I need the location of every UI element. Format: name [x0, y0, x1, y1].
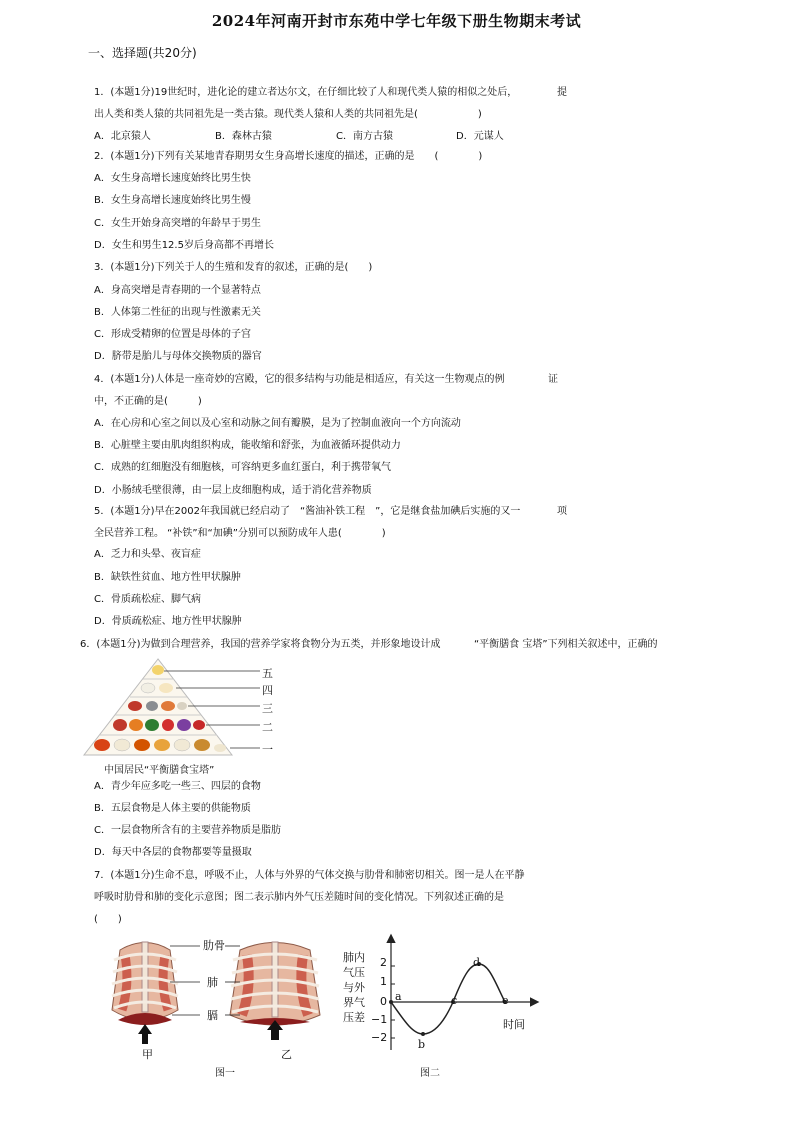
tick-neg1: −1: [371, 1013, 388, 1026]
point-e: e: [502, 994, 509, 1007]
q6-option-d[interactable]: D．每天中各层的食物都要等量摄取: [94, 847, 252, 858]
q4-option-a[interactable]: A．在心房和心室之间以及心室和动脉之间有瓣膜，是为了控制血液向一个方向流动: [94, 418, 461, 429]
q5-option-a[interactable]: A．乏力和头晕、夜盲症: [94, 549, 201, 560]
q4-option-d[interactable]: D．小肠绒毛壁很薄，由一层上皮细胞构成，适于消化营养物质: [94, 485, 372, 496]
q6-option-b[interactable]: B．五层食物是人体主要的供能物质: [94, 803, 251, 814]
label-jia: 甲: [142, 1048, 153, 1061]
q1-stem-line1: 1．(本题1分)19世纪时，进化论的建立者达尔文，在仔细比较了人和现代类人猿的相似之处后，: [94, 87, 518, 98]
q3-option-d[interactable]: D．脐带是胎儿与母体交换物质的器官: [94, 351, 262, 362]
q1-stem-line2: 出人类和类人猿的共同祖先是一类古猿。现代类人猿和人类的共同祖先是( ): [94, 109, 482, 120]
q3-option-b[interactable]: B．人体第二性征的出现与性激素无关: [94, 307, 261, 318]
q6-option-a[interactable]: A．青少年应多吃一些三、四层的食物: [94, 781, 261, 792]
q4-stem-line2: 中，不正确的是( ): [94, 396, 202, 407]
q2-option-a[interactable]: A．女生身高增长速度始终比男生快: [94, 173, 251, 184]
tick-1: 1: [380, 975, 387, 988]
q4-option-c[interactable]: C．成熟的红细胞没有细胞核，可容纳更多血红蛋白，利于携带氧气: [94, 462, 391, 473]
q5-option-d[interactable]: D．骨质疏松症、地方性甲状腺肿: [94, 616, 242, 627]
q2-option-c[interactable]: C．女生开始身高突增的年龄早于男生: [94, 218, 261, 229]
point-c: c: [451, 994, 458, 1007]
q5-option-b[interactable]: B．缺铁性贫血、地方性甲状腺肿: [94, 572, 241, 583]
q3-stem: 3．(本题1分)下列关于人的生殖和发育的叙述，正确的是( ): [94, 262, 373, 273]
label-diaphragm: 膈: [207, 1009, 218, 1022]
q2-option-d[interactable]: D．女生和男生12.5岁后身高都不再增长: [94, 240, 274, 251]
label-rib: 肋骨: [203, 939, 225, 952]
q4-stem-line1: 4．(本题1分)人体是一座奇妙的宫殿，它的很多结构与功能是相适应，有关这一生物观点的例: [94, 374, 505, 385]
ribcage-exhale: [112, 942, 178, 1044]
q2-stem: 2．(本题1分)下列有关某地青春期男女生身高增长速度的描述，正确的是 ( ): [94, 151, 483, 162]
section-heading: 一、选择题(共20分): [88, 46, 197, 60]
pyramid-level-5: 五: [262, 667, 273, 680]
tick-0: 0: [380, 995, 387, 1008]
q3-option-a[interactable]: A．身高突增是青春期的一个显著特点: [94, 285, 261, 296]
q4-option-b[interactable]: B．心脏壁主要由肌肉组织构成，能收缩和舒张，为血液循环提供动力: [94, 440, 401, 451]
q1-option-c[interactable]: C．南方古猿: [336, 131, 393, 142]
pyramid-caption: 中国居民“平衡膳食宝塔”: [104, 765, 215, 776]
label-lung: 肺: [207, 976, 218, 989]
q1-option-d[interactable]: D．元谋人: [456, 131, 504, 142]
fig1-caption: 图一: [215, 1068, 235, 1079]
ribcage-inhale: [230, 942, 320, 1040]
page-title: 2024年河南开封市东苑中学七年级下册生物期末考试: [211, 12, 582, 30]
pyramid-level-4: 四: [262, 684, 273, 697]
pyramid-level-2: 二: [262, 721, 273, 734]
pyramid-level-1: 一: [262, 743, 273, 756]
q1-option-b[interactable]: B．森林古猿: [215, 131, 272, 142]
fig2-caption: 图二: [420, 1068, 440, 1079]
point-d: d: [473, 956, 481, 969]
fig2-xlabel: 时间: [503, 1018, 525, 1031]
q7-stem-line1: 7．(本题1分)生命不息，呼吸不止，人体与外界的气体交换与肋骨和肺密切相关。图一是人在平静: [94, 870, 525, 881]
tick-2: 2: [380, 956, 387, 969]
q7-stem-line3: ( ): [94, 914, 122, 925]
q5-stem-line1: 5．(本题1分)早在2002年我国就已经启动了 “酱油补铁工程 ”，它是继食盐加碘后实施的又一: [94, 506, 521, 517]
q6-stem: 6．(本题1分)为做到合理营养，我国的营养学家将食物分为五类，并形象地设计成: [80, 639, 441, 650]
point-a: a: [395, 990, 402, 1003]
q1-stem-line1-end: 提: [557, 87, 567, 98]
q5-option-c[interactable]: C．骨质疏松症、脚气病: [94, 594, 201, 605]
point-b: b: [418, 1038, 426, 1051]
q1-option-a[interactable]: A．北京猿人: [94, 131, 151, 142]
q6-stem-end: “平衡膳食 宝塔”下列相关叙述中，正确的: [474, 639, 658, 650]
fig2-ylabel: 肺内 气压 与外 界气 压差: [343, 951, 365, 1024]
q6-option-c[interactable]: C．一层食物所含有的主要营养物质是脂肪: [94, 825, 281, 836]
tick-neg2: −2: [371, 1031, 388, 1044]
q4-stem-line1-end: 证: [548, 374, 558, 385]
q3-option-c[interactable]: C．形成受精卵的位置是母体的子宫: [94, 329, 251, 340]
q2-option-b[interactable]: B．女生身高增长速度始终比男生慢: [94, 195, 251, 206]
q7-stem-line2: 呼吸时肋骨和肺的变化示意图；图二表示肺内外气压差随时间的变化情况。下列叙述正确的是: [94, 892, 504, 903]
pyramid-level-3: 三: [262, 702, 273, 715]
q5-stem-line1-end: 项: [557, 506, 567, 517]
food-pyramid-figure: [80, 655, 280, 770]
label-yi: 乙: [281, 1048, 292, 1061]
q5-stem-line2: 全民营养工程。 “补铁”和“加碘”分别可以预防成年人患( ): [94, 528, 386, 539]
